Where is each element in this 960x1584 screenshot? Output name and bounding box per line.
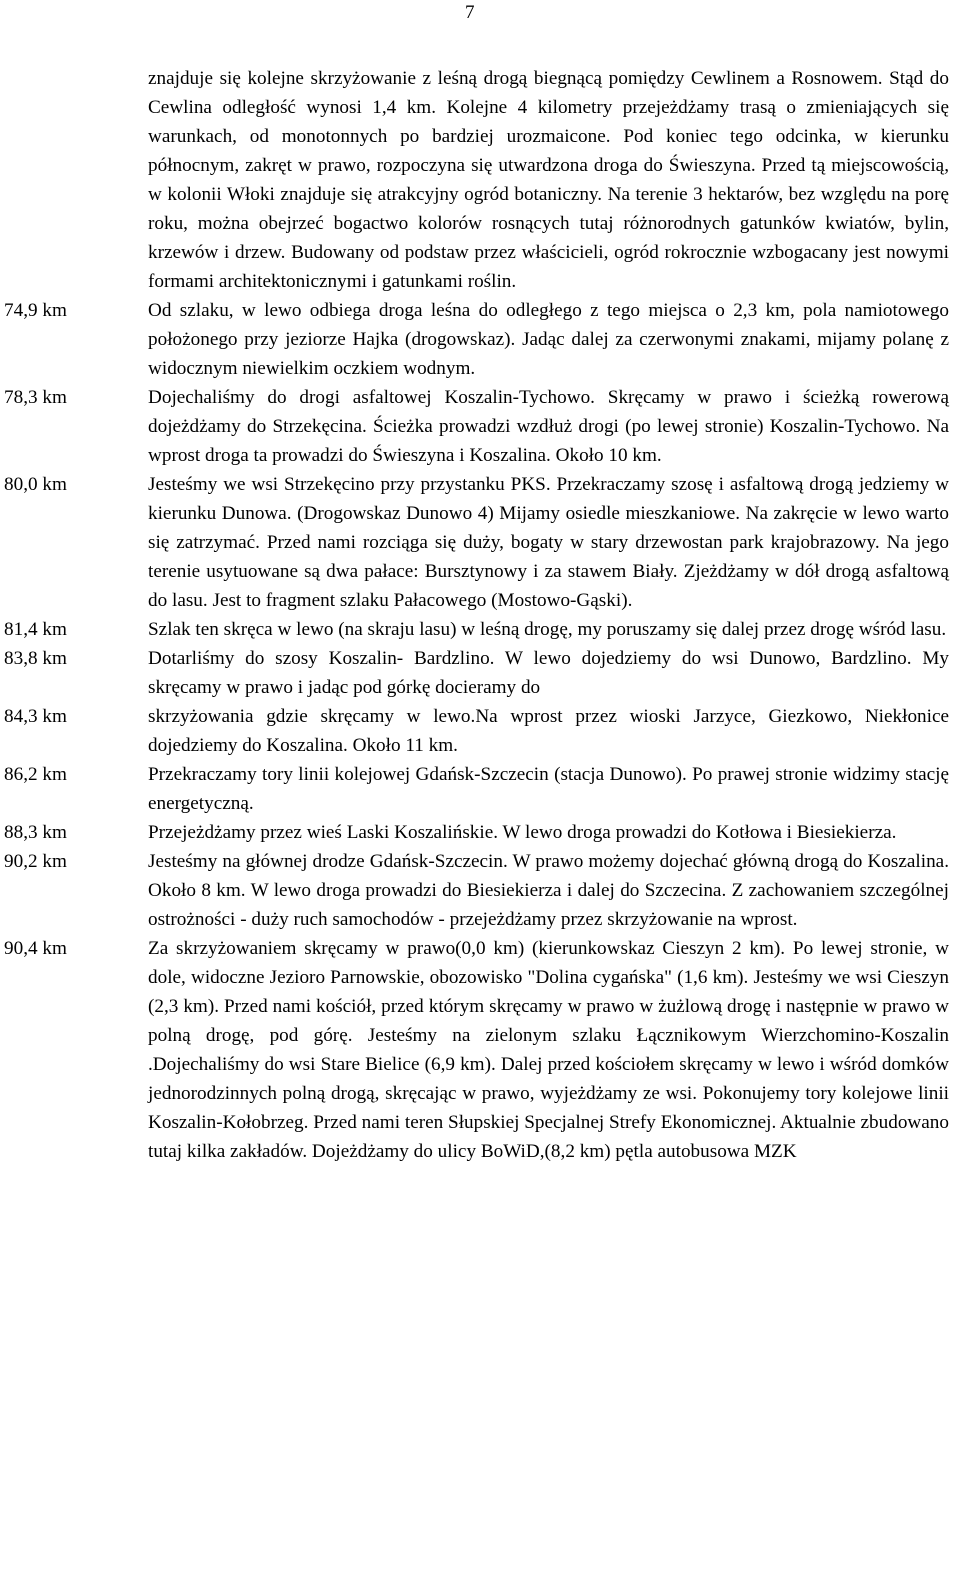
km-marker: 80,0 km [4,474,67,495]
route-entry [0,847,950,934]
page-number: 7 [465,2,475,23]
km-marker: 88,3 km [4,822,67,843]
entry-text: Od szlaku, w lewo odbiega droga leśna do odległego z tego miejsca o 2,3 km, pola namiotowego położonego przy jeziorze Hajka (drogowskaz). Jadąc dalej za czerwonymi znakami, mijamy polanę z widocznym niewielkim oczkiem wodnym. [148,300,949,379]
entry-text: Dojechaliśmy do drogi asfaltowej Koszalin-Tychowo. Skręcamy w prawo i ścieżką rowerową dojeżdżamy do Strzekęcina. Ścieżka prowadzi wzdłuż drogi (po lewej stronie) Koszalin-Tychowo. Na wprost droga ta prowadzi do Świeszyna i Koszalina. Około 10 km. [148,387,949,466]
km-marker: 78,3 km [4,387,67,408]
route-entry [0,760,950,818]
entry-text: skrzyżowania gdzie skręcamy w lewo.Na wprost przez wioski Jarzyce, Giezkowo, Niekłonice dojedziemy do Koszalina. Około 11 km. [148,706,949,756]
route-entry [0,470,950,615]
entry-text: Jesteśmy na głównej drodze Gdańsk-Szczecin. W prawo możemy dojechać główną drogą do Koszalina. Około 8 km. W lewo droga prowadzi do Biesiekierza i dalej do Szczecina. Z zachowaniem szczególnej ostrożności - duży ruch samochodów - przejeżdżamy przez skrzyżowanie na wprost. [148,851,949,930]
km-marker: 86,2 km [4,764,67,785]
entry-text: Szlak ten skręca w lewo (na skraju lasu) w leśną drogę, my poruszamy się dalej przez drogę wśród lasu. [148,619,947,640]
route-entry [0,383,950,470]
km-marker: 74,9 km [4,300,67,321]
route-description [0,64,950,1166]
entry-text: znajduje się kolejne skrzyżowanie z leśną drogą biegnącą pomiędzy Cewlinem a Rosnowem. Stąd do Cewlina odległość wynosi 1,4 km. Kolejne 4 kilometry przejeżdżamy trasą o zmieniających się warunkach, od monotonnych po bardziej urozmaicone. Pod koniec tego odcinka, w kierunku północnym, zakręt w prawo, rozpoczyna się utwardzona droga do Świeszyna. Przed tą miejscowością, w kolonii Włoki znajduje się atrakcyjny ogród botaniczny. Na terenie 3 hektarów, bez względu na porę roku, można obejrzeć bogactwo kolorów rosnących tutaj różnorodnych gatunków kwiatów, bylin, krzewów i drzew. Budowany od podstaw przez właścicieli, ogród rokrocznie wzbogacany jest nowymi formami architektonicznymi i gatunkami roślin. [148,68,949,292]
route-entry [0,615,950,644]
entry-text: Za skrzyżowaniem skręcamy w prawo(0,0 km) (kierunkowskaz Cieszyn 2 km). Po lewej stronie, w dole, widoczne Jezioro Parnowskie, obozowisko "Dolina cygańska" (1,6 km). Jesteśmy we wsi Cieszyn (2,3 km). Przed nami kościół, przed którym skręcamy w prawo w żużlową drogę i następnie w prawo w polną drogę, pod górę. Jesteśmy na zielonym szlaku Łącznikowym Wierzchomino-Koszalin .Dojechaliśmy do wsi Stare Bielice (6,9 km). Dalej przed kościołem skręcamy w lewo i wśród domków jednorodzinnych polną drogą, skręcając w prawo, wyjeżdżamy ze wsi. Pokonujemy tory kolejowe linii Koszalin-Kołobrzeg. Przed nami teren Słupskiej Specjalnej Strefy Ekonomicznej. Aktualnie zbudowano tutaj kilka zakładów. Dojeżdżamy do ulicy BoWiD,(8,2 km) pętla autobusowa MZK [148,938,949,1162]
km-marker: 84,3 km [4,706,67,727]
route-entry [0,818,950,847]
route-entry [0,934,950,1166]
route-entry [0,702,950,760]
entry-text: Dotarliśmy do szosy Koszalin- Bardzlino. W lewo dojedziemy do wsi Dunowo, Bardzlino. My skręcamy w prawo i jadąc pod górkę docieramy do [148,648,949,698]
entry-text: Przejeżdżamy przez wieś Laski Koszalińskie. W lewo droga prowadzi do Kotłowa i Biesiekierza. [148,822,897,843]
km-marker [0,64,148,296]
route-entry [0,296,950,383]
km-marker: 83,8 km [4,648,67,669]
route-entry [0,644,950,702]
km-marker: 90,4 km [4,938,67,959]
km-marker: 90,2 km [4,851,67,872]
entry-text: Przekraczamy tory linii kolejowej Gdańsk-Szczecin (stacja Dunowo). Po prawej stronie widzimy stację energetyczną. [148,764,949,814]
route-entry [0,64,950,296]
entry-text: Jesteśmy we wsi Strzekęcino przy przystanku PKS. Przekraczamy szosę i asfaltową drogą jedziemy w kierunku Dunowa. (Drogowskaz Dunowo 4) Mijamy osiedle mieszkaniowe. Na zakręcie w lewo warto się zatrzymać. Przed nami rozciąga się duży, bogaty w stary drzewostan park krajobrazowy. Na jego terenie usytuowane są dwa pałace: Bursztynowy i za stawem Biały. Zjeżdżamy w dół drogą asfaltową do lasu. Jest to fragment szlaku Pałacowego (Mostowo-Gąski). [148,474,949,611]
km-marker: 81,4 km [4,619,67,640]
